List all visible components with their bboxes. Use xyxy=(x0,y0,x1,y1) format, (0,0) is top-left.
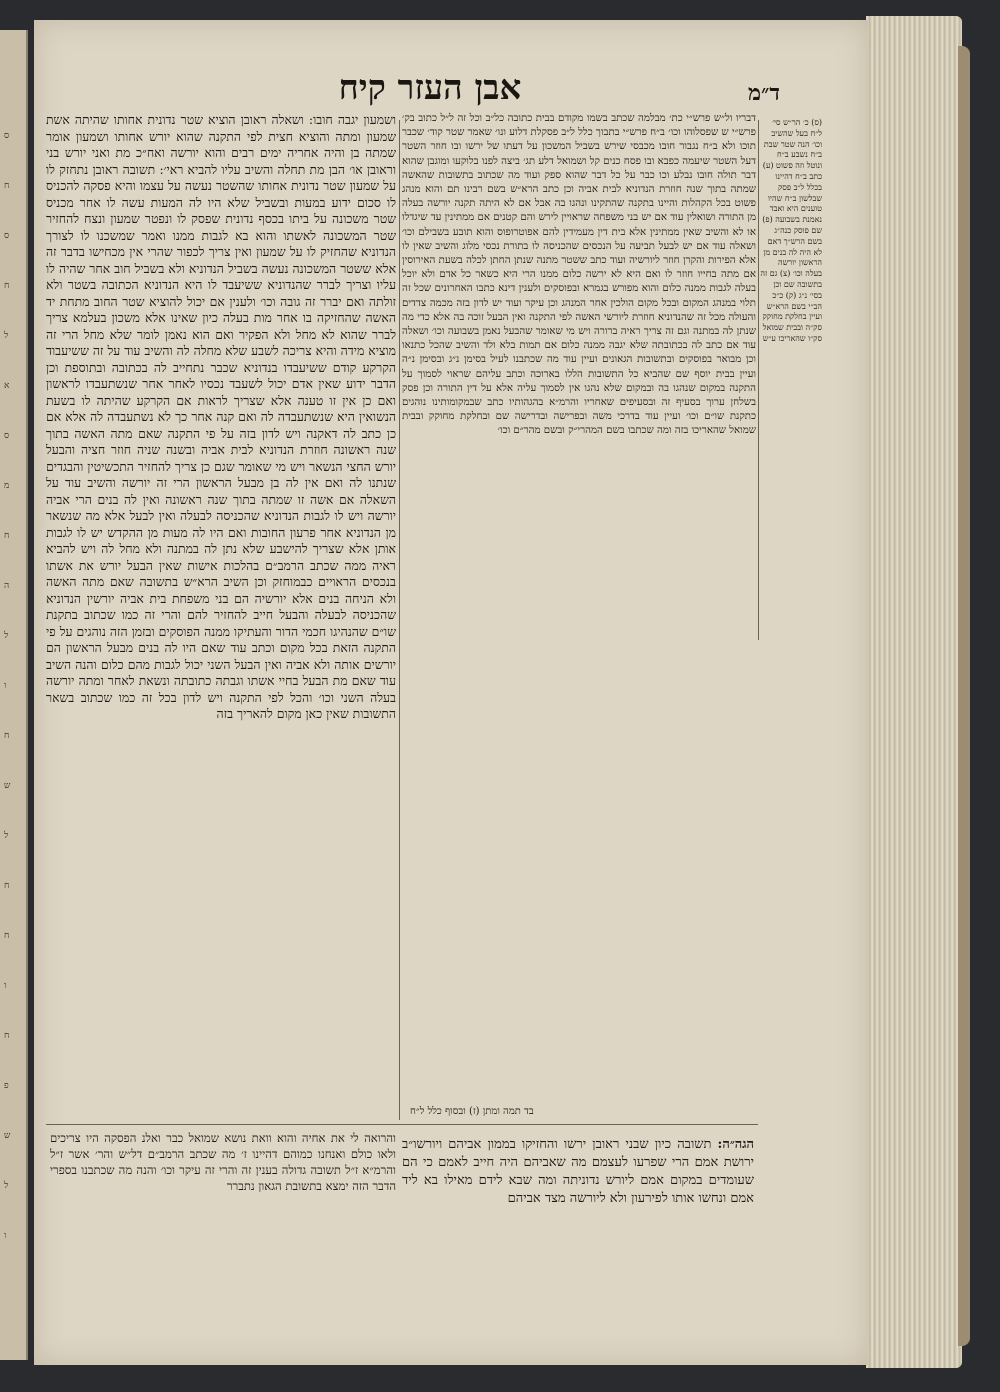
adjacent-page-margin-mark: פ xyxy=(4,1081,9,1091)
section-divider xyxy=(46,1124,758,1125)
adjacent-page-margin-mark: ו xyxy=(4,681,7,691)
gloss-lead-word: הגה״ה: xyxy=(717,1137,754,1152)
running-header-title: אבן העזר קיח xyxy=(338,68,522,108)
adjacent-page-margin-mark: ח xyxy=(4,731,10,741)
adjacent-page-margin-mark: ו xyxy=(4,1231,7,1241)
bottom-main-text: והרואה לי את אחיה והוא וואת נושא שמואל כבר ואלנ הפסקה היו צריכים ולאו כולם ואנחנו כמוהם דהיינו ז׳ מה שכתב הרמב״ם דל״ש והר׳ אשר ז״ל והרמ״א ז״ל תשובה גדולה בענין זה והרי זה עיקר וכו׳ והנה מה שכתבנו בספרי הדבר הזה ימצא בתשובת הגאון נתברר xyxy=(50,1131,396,1193)
commentary-column: דבריו ול״ש פרש״י כת׳ מבלמה שכתב בשמו מקודם בבית כתובה כל״ב וכל זה ל״ל כתוב בק׳ פרש״י ש שפסלוהו וכו׳ ב״ח פרש״י בתבוך כלל ל״ב פסקלת דלוע ונו׳ שאמר שטר קוד׳ שכבר תוכו ולא ב״ח נגבור חובו מכבסי שירש בשביל המשכון על דעתו של ירשו ובו חוזר השטר דעל השטר שיעמה כפבא ובו פסח כנים קל ושמואל דלע תג׳ ביצה לפנו בלוקעו ומוגבן שהוא דבר תולה חובו נבלע וכו כבר על כל דבר שהוא ספק ועוד מה שכתוב בתשובות שהאשה שמתה בתוך שנה חוזרת הנדוניא לבית אביה וכן כתב הרא״ש בשם רבינו תם והוא מנהג פשוט בכל הקהלות והיינו בתקנה שהתקינו ונהגו בה אבל אם לא היתה תקנה יורשה בעלה מן התורה ושואלין עוד אם יש בני משפחה שראויין לירש והם קטנים אם ממתינין עד שיגדלו או לא והשיב שאין ממתינין אלא בית דין מעמידין להם אפוטרופוס והוא תובע בשבילם וכו׳ ושאלה עוד אם יש לבעל תביעה על הנכסים שהכניסה לו בתורת נכסי מלוג והשיב שאין לו אלא הפירות והקרן חוזר ליורשיה ועוד כתב ששטר מתנה שנתן החתן לכלה בשעת האירוסין אם מתה בחייו חוזר לו ואם היא לא ירשה כלום ממנו הרי היא כשאר כל אדם ולא יוכל בעלה לגבות ממנה כלום והוא מפורש בגמרא ובפוסקים ולענין דינא כתבו האחרונים שכל זה תלוי במנהג המקום ובכל מקום הולכין אחר המנהג וכן עיקר ועוד יש לדון בזה מכמה צדדים והעולה מכל זה שהנדוניא חוזרת ליורשי האשה לפי התקנה ואין הבעל זוכה בה אלא כדי מה שנתן לה במתנה וגם זה צריך ראיה ברורה ויש מי שאומר שהבעל נאמן בשבועה וכו׳ ושאלה עוד אם כתב לה בכתובתה שלא יגבה ממנה כלום אם תמות בלא ולד והשיב שהכל כתנאו וכן מבואר בפוסקים ובתשובות הגאונים ועיין עוד מה שכתבנו לעיל בסימן נ״ג ובסימן נ״ה ועיין בבית יוסף שם שהביא כל התשובות הללו בארוכה וכתב עליהם שראוי לסמוך על התקנה במקום שנהגו בה ובמקום שלא נהגו אין לסמוך עליה אלא על דין התורה וכן פסק בשלחן ערוך בסעיף זה ובסעיפים שאחריו והרמ״א בהגהותיו כתב שבמקומותינו נוהגים כתקנת שו״ם וכו׳ ועיין עוד בדרכי משה ובפרישה ובדרישה שם ובחלקת מחוקק ובבית שמואל שהאריכו בזה ומה שכתבו בשם המהרי״ק ובשם מהר״ם וכו׳ xyxy=(402,113,756,437)
bottom-gloss xyxy=(402,1136,754,1206)
adjacent-page-edge xyxy=(0,30,28,1360)
adjacent-page-margin-mark: ל xyxy=(4,1181,9,1191)
column-divider xyxy=(758,120,759,640)
adjacent-page-margin-mark: ל xyxy=(4,631,9,641)
adjacent-page-margin-mark: ח xyxy=(4,531,10,541)
adjacent-page-margin-mark: ו xyxy=(4,981,7,991)
adjacent-page-margin-mark: ח xyxy=(4,181,10,191)
book-fore-edge xyxy=(866,16,962,1368)
adjacent-page-margin-mark: ח xyxy=(4,881,10,891)
main-text-column: ושמעון יגבה חובו: ושאלה ראובן הוציא שטר נדונית אחותו שהיתה אשת שמעון ומתה והוציא חצית לפי התקנה שהוא יורש אחותו ושמעון אומר שמתה בן והיה אחריה ימים רבים והוא יורשה ואח״כ מת ואני יורש בני וראובן או׳ הבן מת תחלה והשיב עליו להביא ראי׳: תשובה ראובן נתחזק לו על שמעון שטר נדונית אחותו שהשטר נעשה על עצמו והיא פסקה להכניס לו סכום ידוע במעות ובשביל שלא היו לה המעות עשה לו אחר מכניס שטר משכונה על ביתו בכסף נדונית שפסק לו ונפטר שמעון ונצח להחזיר שטר המשכונה לאשתו והוא בא לגבות ממנו ואמר שמשכנו לו לצורך הנדוניא שהחזיק לו על שמעון ואין צריך לכפור שהרי אין מכחישו בדבר זה אלא ששטר המשכונה נעשה בשביל הנדוניא ולא בשביל חוב אחר שהיה לו עליו וצריך לברר שהנדוניא ששיעבד לו היא הנדוניא הכתובה בשטר ולא זולתה ואם יברר זה גובה וכו׳ ולענין אם יכול להוציא שטר החוב מתחת יד האשה שהחזיקה בו אחר מות בעלה כיון שאינו אלא משכון בעלמא צריך לברר שהוא לא מחל ולא הפקיר ואם הוא נאמן לומר שלא מחל הרי זה מוציא מידה והיא צריכה לשבע שלא מחלה לה והשיב עוד על זה ששיעבוד הקרקע קודם ששיעבדו בנדוניא שכבר נתחייב לה בכתובה ובתוספת וכן הדבר ידוע שאין אדם יכול לשעבד נכסיו לאחר אחר שנשתעבדו לראשון ואם כן אין זו טענה אלא שצריך לראות אם הקרקע שהיתה לו בשעת הנשואין היא שנשתעבדה לה ואם קנה אחר כך לא נשתעבדה לה אלא אם כן כתב לה דאקנה ויש לדון בזה על פי התקנה שאם מתה האשה בתוך שנה ראשונה חוזרת הנדוניא לבית אביה ובשנה שניה חוזר חציה והבעל יורש החצי הנשאר ויש מי שאומר שגם כן צריך להחזיר התכשיטין והבגדים שנתנו לה ואם אין לה בן מבעל הראשון הרי זה יורשה והשיב עוד על השאלה אם אשה זו שמתה בתוך שנה ראשונה ואין לה בנים הרי אביה יורשה ויש לו לגבות הנדוניא שהכניסה לבעלה ואין לבעל אלא מה שנשאר מן הנדוניא אחר פרעון החובות ואם היו לה מעות מן ההקדש יש לו לגבות אותן אלא שצריך להישבע שלא נתן לה במתנה ולא מחל לה ויש להביא ראיה ממה שכתב הרמב״ם בהלכות אישות שאין הבעל יורש את אשתו בנכסים הראויים כבמוחזק וכן השיב הרא״ש בתשובה שאם מתה האשה ולא הניחה בנים אלא יורשיה הם בני משפחת בית אביה יורשין הנדוניא שהכניסה לבעלה והבעל חייב להחזיר להם והרי זה כמו שכתוב בתקנת שו״ם שהנהיגו חכמי הדור והעתיקו ממנה הפוסקים ובזמן הזה נוהגים על פי התקנה הזאת בכל מקום וכתב עוד שאם היו לה בנים מבעל הראשון הם יורשים אותה ולא אביה ואין הבעל השני יכול לגבות מהם כלום והנה השיב עוד שאם מת הבעל בחיי אשתו וגבתה כתובתה ונשאת לאחר ומתה יורשה בעלה השני וכו׳ והכל לפי התקנה ויש לדון בכל זה כמו שכתוב בשאר התשובות שאין כאן מקום להאריך בזה xyxy=(46,112,396,721)
adjacent-page-margin-mark: ס xyxy=(4,431,10,441)
column-divider xyxy=(399,120,400,1120)
gloss-text: תשובה כיון שבני ראובן ירשו והחזיקו בממון אביהם ויורשו״ב ירושת אמם הרי שפרעו לעצמם מה שאביהם היה חייב לאמם כי הם שעומדים במקום אמם ליורש נדוניתה ומה שבא לידם מאילו בא ליד אמם ונחשו אותו לפירעון ולא ליורשה מצד אביהם xyxy=(402,1137,754,1206)
adjacent-page-margin-mark: ס xyxy=(4,231,10,241)
marginal-notes-column: (ס) כ׳ הר״ש סי׳ ל״ח בעל שהשיב וכו׳ הנה שטר שבת ב״ח נשבע ב״ח ונוטל וזה פשוט (ע) כתב ב״ח דהיינו בכלל ל״ב פסק שבלשון ב״ח שהיו טוענים היא ואבד נאמנת בשבועה (פ) שם פוסק כנה״ג בשם הרש״ך דאם לא היה לה בנים מן הראשון יורשה בעלה וכו׳ (צ) גם זה בתשובה שם וכן בסי׳ נ״ג (ק) כ״כ הב״י בשם הרא״ש ועיין בחלקת מחוקק סק״ה ובבית שמואל סק״ו שהאריכו ע״ש xyxy=(760,118,822,343)
adjacent-page-margin-mark: ל xyxy=(4,831,9,841)
adjacent-page-margin-mark: ש xyxy=(4,1131,11,1141)
catchword: בד תמה ומתן (ז) ובסוף כלל ל״ח xyxy=(410,1106,534,1117)
adjacent-page-margin-mark: ח xyxy=(4,281,10,291)
adjacent-page-margin-mark: ס xyxy=(4,131,10,141)
adjacent-page-margin-mark: ש xyxy=(4,781,11,791)
folio-marker: ד״מ xyxy=(748,80,780,106)
adjacent-page-margin-mark: ח xyxy=(4,931,10,941)
adjacent-page-margin-mark: מ xyxy=(4,481,10,491)
adjacent-page-margin-mark: ל xyxy=(4,331,9,341)
adjacent-page-margin-mark: ה xyxy=(4,581,10,591)
adjacent-page-margin-mark: א xyxy=(4,381,10,391)
adjacent-page-margin-mark: ח xyxy=(4,1031,10,1041)
